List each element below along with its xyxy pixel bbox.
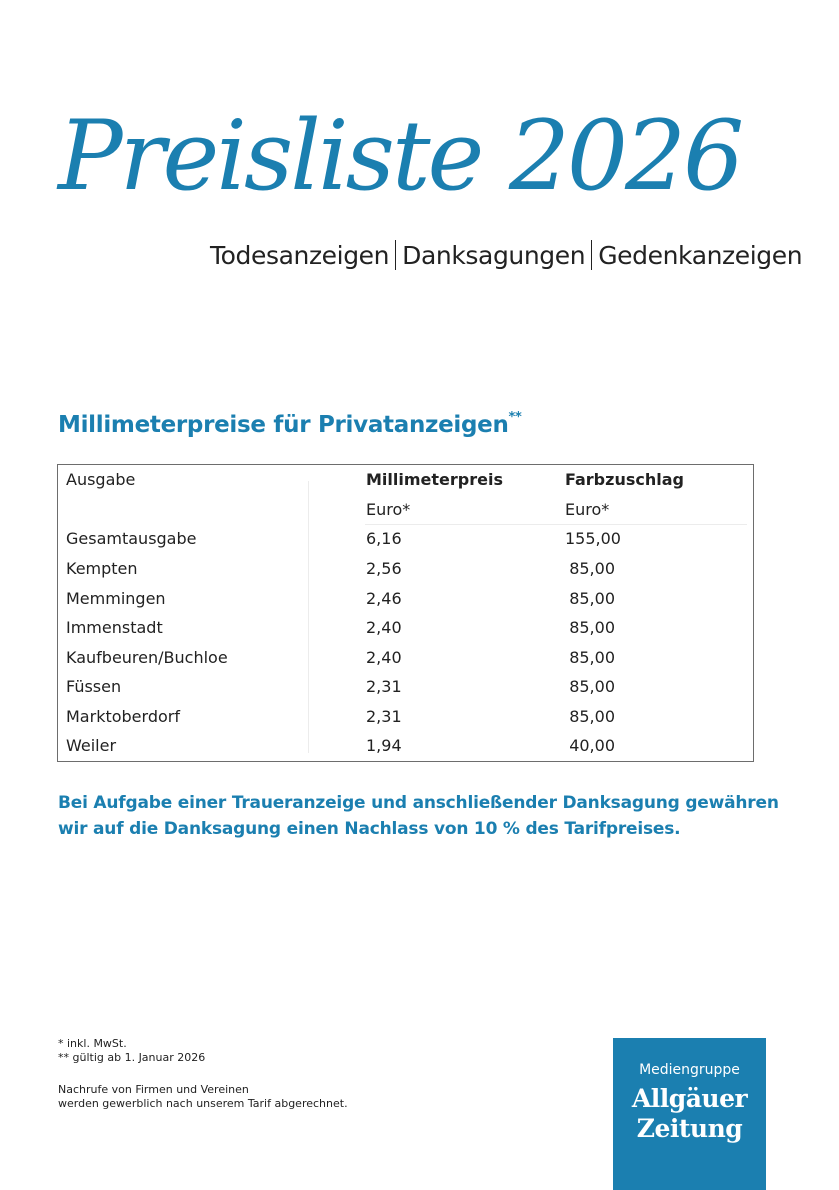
logo-group-name: Mediengruppe: [639, 1062, 740, 1078]
logo-wordmark: [613, 1084, 766, 1144]
header-millimeterpreis: Millimeterpreis: [366, 470, 503, 489]
row-millimeterpreis: 2,46: [366, 589, 402, 608]
footnote-vat: * inkl. MwSt.: [58, 1037, 127, 1050]
discount-notice: [58, 790, 778, 842]
subtitle-item-danksagungen: Danksagungen: [402, 241, 586, 270]
row-millimeterpreis: 2,31: [366, 677, 402, 696]
page-title: Preisliste 2026: [58, 100, 742, 212]
row-farbzuschlag: 85,00: [569, 589, 615, 608]
row-farbzuschlag: 85,00: [569, 707, 615, 726]
row-ausgabe: Immenstadt: [66, 618, 163, 637]
footnote-business-line: werden gewerblich nach unserem Tarif abgerechnet.: [58, 1097, 348, 1110]
row-ausgabe: Füssen: [66, 677, 122, 696]
row-ausgabe: Kaufbeuren/Buchloe: [66, 648, 228, 667]
logo-wordmark-line: Allgäuer: [631, 1084, 748, 1113]
row-farbzuschlag: 85,00: [569, 648, 615, 667]
row-millimeterpreis: 1,94: [366, 736, 402, 755]
row-millimeterpreis: 6,16: [366, 529, 402, 548]
footnotes: [58, 1037, 348, 1111]
row-farbzuschlag: 85,00: [569, 559, 615, 578]
row-farbzuschlag: 85,00: [569, 618, 615, 637]
subtitle-separator: [591, 240, 592, 270]
row-ausgabe: Gesamtausgabe: [66, 529, 197, 548]
discount-notice-line: Bei Aufgabe einer Traueranzeige und anschließender Danksagung gewähren: [58, 793, 779, 813]
subtitle-item-todesanzeigen: Todesanzeigen: [210, 241, 390, 270]
row-farbzuschlag: 85,00: [569, 677, 615, 696]
subtitle: [210, 240, 802, 272]
subtitle-item-gedenkanzeigen: Gedenkanzeigen: [598, 241, 803, 270]
unit-farbzuschlag: Euro*: [565, 500, 610, 519]
logo-wordmark-line: Zeitung: [636, 1114, 743, 1143]
section-heading-footnote-marker: **: [508, 410, 522, 425]
row-millimeterpreis: 2,40: [366, 648, 402, 667]
row-farbzuschlag: 155,00: [565, 529, 621, 548]
section-heading-text: Millimeterpreise für Privatanzeigen: [58, 412, 509, 438]
column-divider: [308, 481, 309, 753]
row-millimeterpreis: 2,56: [366, 559, 402, 578]
subtitle-separator: [395, 240, 396, 270]
row-farbzuschlag: 40,00: [569, 736, 615, 755]
row-millimeterpreis: 2,31: [366, 707, 402, 726]
publisher-logo: [613, 1038, 766, 1190]
row-ausgabe: Kempten: [66, 559, 138, 578]
footnote-spacer: [58, 1065, 348, 1083]
price-table: [57, 464, 754, 762]
section-heading: [58, 410, 522, 440]
footnote-validity: ** gültig ab 1. Januar 2026: [58, 1051, 206, 1064]
row-millimeterpreis: 2,40: [366, 618, 402, 637]
header-ausgabe: Ausgabe: [66, 470, 136, 489]
row-ausgabe: Memmingen: [66, 589, 166, 608]
header-farbzuschlag: Farbzuschlag: [565, 470, 684, 489]
discount-notice-line: wir auf die Danksagung einen Nachlass von 10 % des Tarifpreises.: [58, 819, 681, 839]
unit-row-divider: [365, 524, 747, 525]
row-ausgabe: Marktoberdorf: [66, 707, 180, 726]
footnote-business-line: Nachrufe von Firmen und Vereinen: [58, 1083, 249, 1096]
row-ausgabe: Weiler: [66, 736, 117, 755]
unit-millimeterpreis: Euro*: [366, 500, 411, 519]
